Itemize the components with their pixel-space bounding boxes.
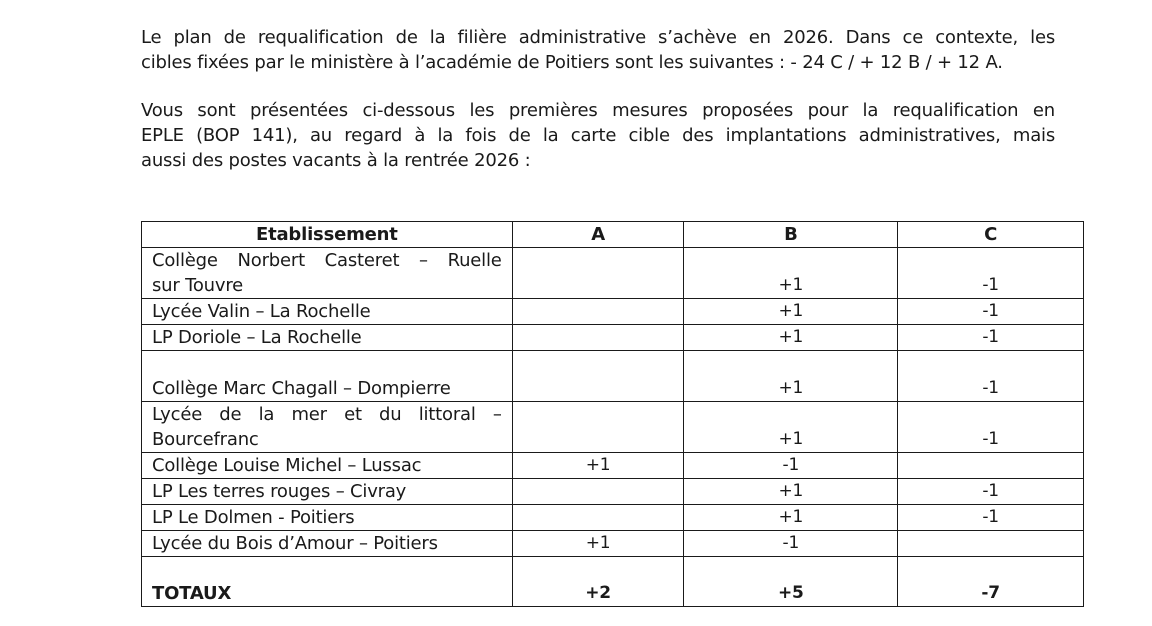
intro-paragraph-1-line: Le plan de requalification de la filière administrative s’achève en 2026. Dans ce contexte, les	[141, 27, 1055, 48]
value-c: -1	[898, 402, 1084, 453]
table-row	[142, 505, 1084, 531]
value-c: -1	[898, 248, 1084, 299]
etablissement-name-line: LP Les terres rouges – Civray	[152, 481, 407, 502]
table-row	[142, 402, 1084, 453]
value-b: +1	[684, 248, 898, 299]
etablissement-cell	[142, 351, 513, 402]
value-c	[898, 453, 1084, 479]
table-row	[142, 453, 1084, 479]
value-b: +1	[684, 479, 898, 505]
value-b: +1	[684, 325, 898, 351]
etablissement-cell	[142, 402, 513, 453]
table-row	[142, 479, 1084, 505]
value-a	[512, 299, 684, 325]
value-b: +1	[684, 505, 898, 531]
value-a	[512, 351, 684, 402]
etablissement-cell	[142, 453, 513, 479]
table-header-row	[142, 222, 1084, 248]
value-c: -1	[898, 479, 1084, 505]
table-row	[142, 248, 1084, 299]
etablissement-cell	[142, 248, 513, 299]
value-a: +1	[512, 453, 684, 479]
value-a	[512, 402, 684, 453]
etablissement-cell	[142, 531, 513, 557]
etablissement-name-line: Lycée de la mer et du littoral –	[152, 404, 502, 425]
value-c: -1	[898, 505, 1084, 531]
intro-paragraph-2	[141, 98, 1055, 173]
table-row	[142, 531, 1084, 557]
totals-row	[142, 557, 1084, 607]
etablissement-cell	[142, 325, 513, 351]
total-b: +5	[684, 557, 898, 607]
value-a: +1	[512, 531, 684, 557]
header-a: A	[512, 222, 684, 248]
value-a	[512, 325, 684, 351]
value-a	[512, 248, 684, 299]
intro-paragraph-2-line: aussi des postes vacants à la rentrée 2026 :	[141, 150, 531, 171]
etablissement-name-line: LP Le Dolmen - Poitiers	[152, 507, 355, 528]
header-c: C	[898, 222, 1084, 248]
total-c: -7	[898, 557, 1084, 607]
intro-paragraph-2-line: EPLE (BOP 141), au regard à la fois de la carte cible des implantations administratives, mais	[141, 125, 1055, 146]
header-etablissement: Etablissement	[142, 222, 513, 248]
value-a	[512, 479, 684, 505]
value-c: -1	[898, 325, 1084, 351]
value-c	[898, 531, 1084, 557]
value-b: -1	[684, 531, 898, 557]
table-row	[142, 325, 1084, 351]
etablissement-name-line: Lycée du Bois d’Amour – Poitiers	[152, 533, 438, 554]
table-row	[142, 351, 1084, 402]
intro-paragraph-1	[141, 25, 1055, 75]
value-b: +1	[684, 351, 898, 402]
etablissement-name-line: LP Doriole – La Rochelle	[152, 327, 362, 348]
header-b: B	[684, 222, 898, 248]
etablissement-cell	[142, 479, 513, 505]
intro-paragraph-1-line: cibles fixées par le ministère à l’académie de Poitiers sont les suivantes : - 24 C / + 12 B / + 12 A.	[141, 52, 1003, 73]
table-row	[142, 299, 1084, 325]
totals-label: TOTAUX	[142, 557, 513, 607]
value-b: +1	[684, 299, 898, 325]
intro-paragraph-2-line: Vous sont présentées ci-dessous les premières mesures proposées pour la requalification en	[141, 100, 1055, 121]
value-a	[512, 505, 684, 531]
etablissement-name-line: Collège Marc Chagall – Dompierre	[152, 378, 451, 399]
etablissement-name-line: sur Touvre	[152, 275, 243, 296]
value-c: -1	[898, 351, 1084, 402]
etablissement-name-line: Bourcefranc	[152, 429, 259, 450]
etablissement-name-line: Collège Norbert Casteret – Ruelle	[152, 250, 502, 271]
etablissement-cell	[142, 505, 513, 531]
value-c: -1	[898, 299, 1084, 325]
etablissement-name-line: Lycée Valin – La Rochelle	[152, 301, 371, 322]
total-a: +2	[512, 557, 684, 607]
etablissement-name-line: Collège Louise Michel – Lussac	[152, 455, 422, 476]
value-b: -1	[684, 453, 898, 479]
value-b: +1	[684, 402, 898, 453]
etablissement-cell	[142, 299, 513, 325]
requalification-table	[141, 221, 1084, 607]
